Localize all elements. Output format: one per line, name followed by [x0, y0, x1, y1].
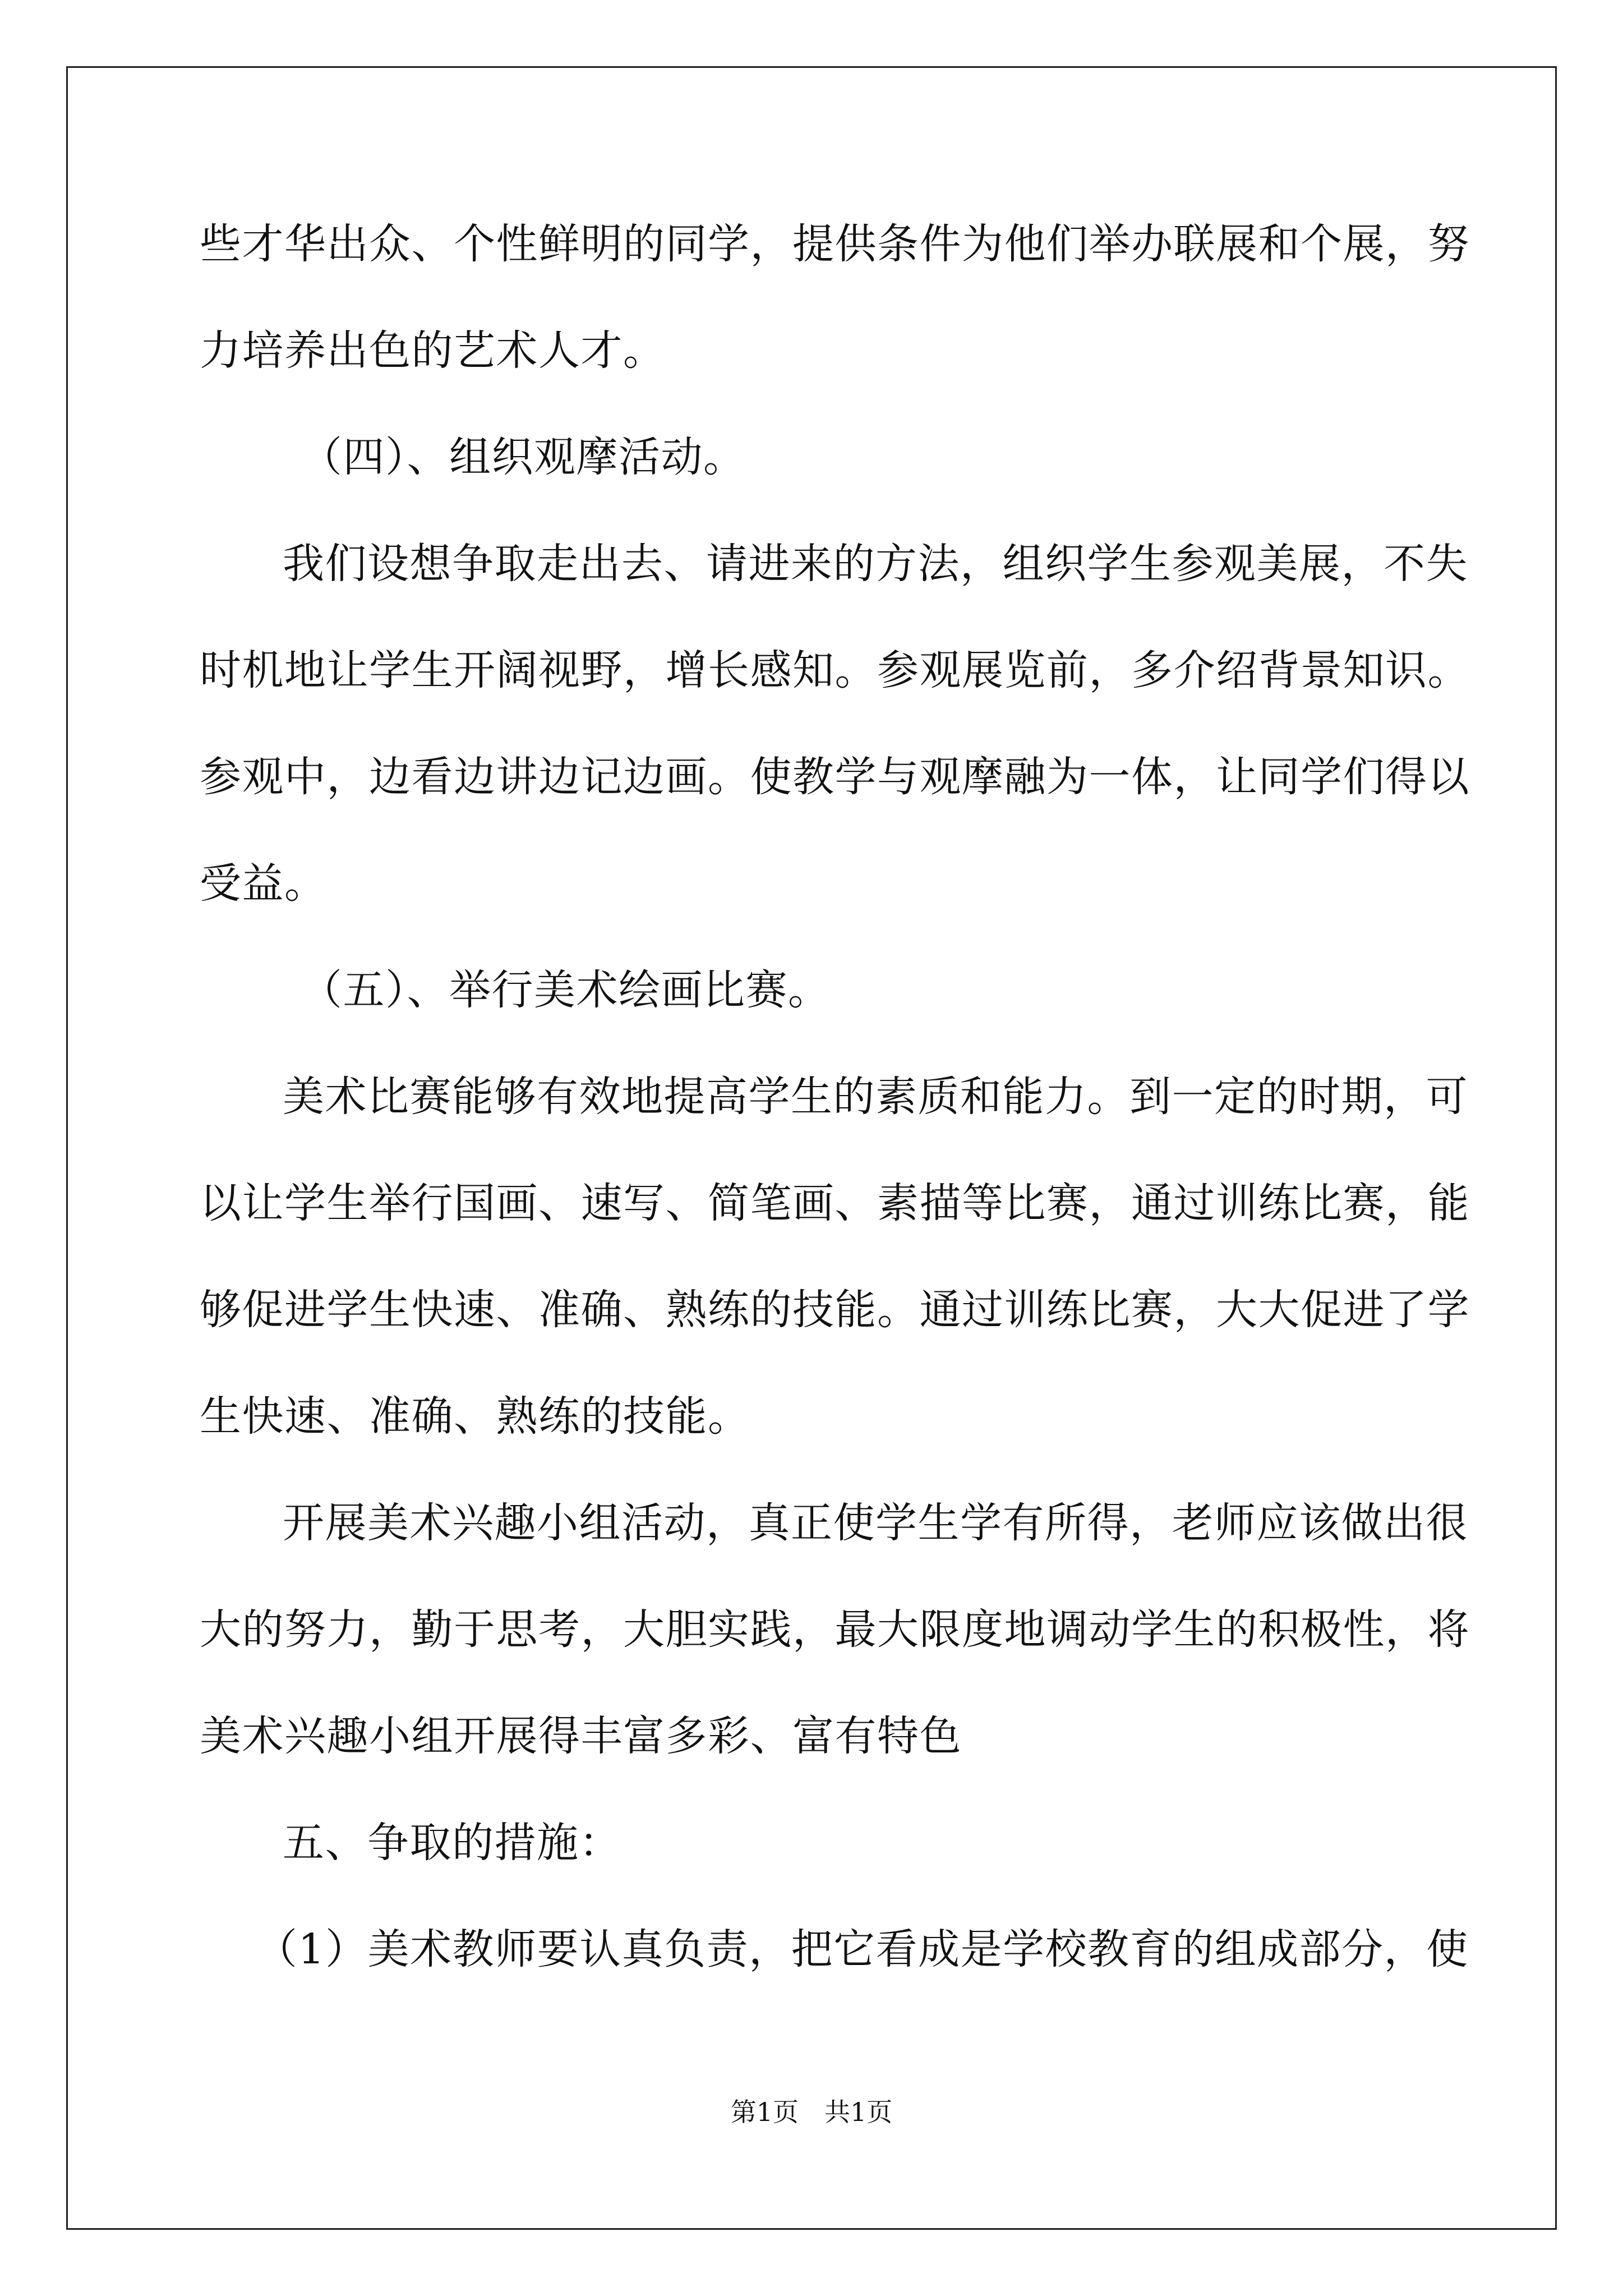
text-line: 够促进学生快速、准确、熟练的技能。通过训练比赛，大大促进了学	[200, 1286, 1470, 1334]
section-heading: 五、争取的措施：	[283, 1819, 621, 1867]
text-line: 些才华出众、个性鲜明的同学，提供条件为他们举办联展和个展，努	[200, 220, 1470, 268]
text-line: 参观中，边看边讲边记边画。使教学与观摩融为一体，让同学们得以	[200, 753, 1470, 801]
text-line: 大的努力，勤于思考，大胆实践，最大限度地调动学生的积极性，将	[200, 1605, 1470, 1654]
text-line: 受益。	[200, 859, 327, 908]
text-line: 美术兴趣小组开展得丰富多彩、富有特色	[200, 1712, 962, 1760]
document-body	[200, 216, 1470, 2028]
text-line: 我们设想争取走出去、请进来的方法，组织学生参观美展，不失	[283, 540, 1468, 588]
text-line: 以让学生举行国画、速写、简笔画、素描等比赛，通过训练比赛，能	[200, 1179, 1470, 1227]
section-heading: （五）、举行美术绘画比赛。	[301, 966, 831, 1014]
text-line: 开展美术兴趣小组活动，真正使学生学有所得，老师应该做出很	[283, 1499, 1468, 1547]
text-line: 生快速、准确、熟练的技能。	[200, 1392, 750, 1441]
text-line: 力培养出色的艺术人才。	[200, 326, 666, 375]
page-footer: 第1页 共1页	[730, 2097, 893, 2127]
text-line: 时机地让学生开阔视野，增长感知。参观展览前，多介绍背景知识。	[200, 646, 1470, 694]
text-line: （1）美术教师要认真负责，把它看成是学校教育的组成部分，使	[256, 1925, 1469, 1973]
text-line: 美术比赛能够有效地提高学生的素质和能力。到一定的时期，可	[283, 1073, 1468, 1121]
section-heading: （四）、组织观摩活动。	[301, 433, 746, 481]
